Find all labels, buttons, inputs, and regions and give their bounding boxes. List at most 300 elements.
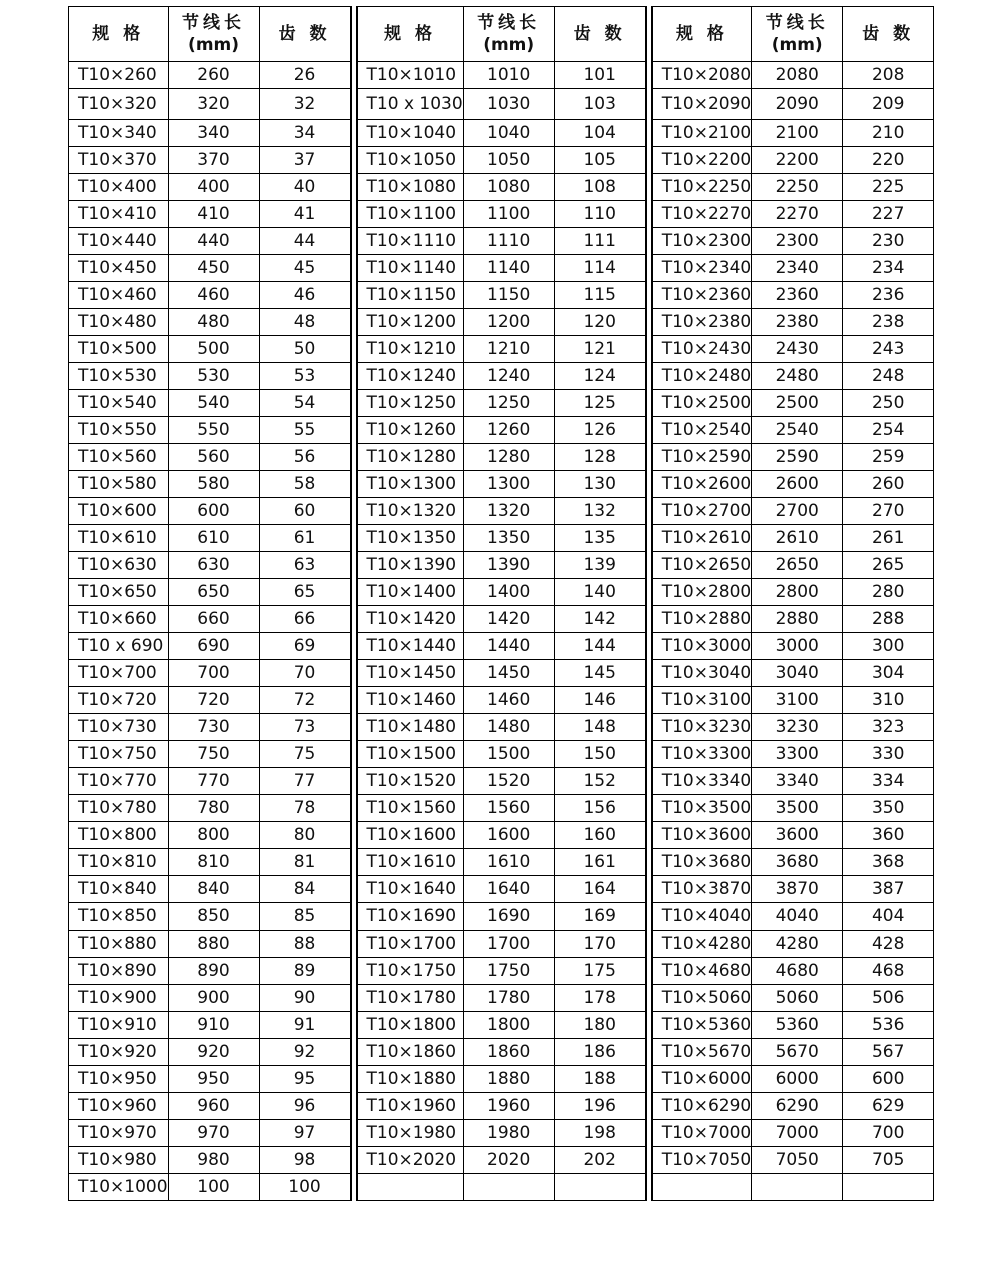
spec-cell: T10×1260 bbox=[357, 417, 463, 444]
spec-cell: T10×950 bbox=[69, 1065, 169, 1092]
teeth-count-cell: 121 bbox=[554, 336, 645, 363]
spec-cell: T10×1960 bbox=[357, 1092, 463, 1119]
table-row bbox=[652, 957, 934, 984]
spec-cell: T10×2270 bbox=[652, 201, 752, 228]
pitch-length-cell: 2080 bbox=[752, 62, 843, 89]
table-row bbox=[357, 1173, 645, 1200]
teeth-count-cell: 91 bbox=[259, 1011, 350, 1038]
teeth-count-cell: 506 bbox=[843, 984, 934, 1011]
table-row bbox=[69, 390, 351, 417]
table-row bbox=[652, 930, 934, 957]
table-row bbox=[69, 822, 351, 849]
pitch-length-cell: 540 bbox=[168, 390, 259, 417]
table-row bbox=[357, 1119, 645, 1146]
table-row bbox=[69, 1173, 351, 1200]
spec-cell: T10×370 bbox=[69, 147, 169, 174]
teeth-count-cell: 209 bbox=[843, 89, 934, 120]
pitch-length-cell: 1030 bbox=[463, 89, 554, 120]
teeth-count-cell: 261 bbox=[843, 525, 934, 552]
spec-cell: T10×1200 bbox=[357, 309, 463, 336]
teeth-count-cell: 73 bbox=[259, 714, 350, 741]
teeth-count-cell: 259 bbox=[843, 444, 934, 471]
spec-cell: T10×2590 bbox=[652, 444, 752, 471]
teeth-count-cell: 135 bbox=[554, 525, 645, 552]
pitch-length-cell: 2360 bbox=[752, 282, 843, 309]
table-row bbox=[357, 660, 645, 687]
pitch-length-cell: 3000 bbox=[752, 633, 843, 660]
teeth-count-cell: 92 bbox=[259, 1038, 350, 1065]
pitch-length-cell: 660 bbox=[168, 606, 259, 633]
teeth-count-cell: 66 bbox=[259, 606, 350, 633]
pitch-length-cell: 910 bbox=[168, 1011, 259, 1038]
header-row bbox=[69, 7, 351, 62]
table-row bbox=[357, 471, 645, 498]
spec-cell: T10×340 bbox=[69, 120, 169, 147]
teeth-count-cell: 126 bbox=[554, 417, 645, 444]
teeth-count-cell: 254 bbox=[843, 417, 934, 444]
pitch-length-cell: 500 bbox=[168, 336, 259, 363]
spec-cell: T10×850 bbox=[69, 903, 169, 930]
spec-cell: T10×2650 bbox=[652, 552, 752, 579]
spec-cell: T10×3340 bbox=[652, 768, 752, 795]
pitch-length-cell: 440 bbox=[168, 228, 259, 255]
table-row bbox=[652, 687, 934, 714]
teeth-count-cell: 198 bbox=[554, 1119, 645, 1146]
teeth-count-cell: 100 bbox=[259, 1173, 350, 1200]
pitch-length-cell: 1040 bbox=[463, 120, 554, 147]
spec-cell: T10×2800 bbox=[652, 579, 752, 606]
teeth-count-cell: 84 bbox=[259, 876, 350, 903]
pitch-length-cell: 4680 bbox=[752, 957, 843, 984]
table-row bbox=[652, 1038, 934, 1065]
table-row bbox=[69, 768, 351, 795]
teeth-count-cell: 44 bbox=[259, 228, 350, 255]
teeth-count-cell: 78 bbox=[259, 795, 350, 822]
spec-cell: T10×3680 bbox=[652, 849, 752, 876]
table-row bbox=[652, 795, 934, 822]
teeth-count-cell: 161 bbox=[554, 849, 645, 876]
spec-cell: T10×910 bbox=[69, 1011, 169, 1038]
pitch-length-cell: 1780 bbox=[463, 984, 554, 1011]
header-teeth: 齿 数 bbox=[554, 7, 645, 62]
spec-cell: T10×2200 bbox=[652, 147, 752, 174]
pitch-length-cell: 100 bbox=[168, 1173, 259, 1200]
teeth-count-cell: 248 bbox=[843, 363, 934, 390]
table-row bbox=[357, 687, 645, 714]
spec-cell: T10×7000 bbox=[652, 1119, 752, 1146]
table-row bbox=[652, 849, 934, 876]
spec-cell: T10×780 bbox=[69, 795, 169, 822]
spec-cell: T10×1980 bbox=[357, 1119, 463, 1146]
table-row bbox=[357, 62, 645, 89]
teeth-count-cell: 288 bbox=[843, 606, 934, 633]
table-row bbox=[357, 633, 645, 660]
spec-cell: T10×5360 bbox=[652, 1011, 752, 1038]
table-row bbox=[652, 1092, 934, 1119]
spec-cell: T10×2880 bbox=[652, 606, 752, 633]
spec-cell: T10×1320 bbox=[357, 498, 463, 525]
pitch-length-cell: 2540 bbox=[752, 417, 843, 444]
teeth-count-cell: 89 bbox=[259, 957, 350, 984]
pitch-length-cell: 2610 bbox=[752, 525, 843, 552]
pitch-length-cell: 1010 bbox=[463, 62, 554, 89]
teeth-count-cell: 629 bbox=[843, 1092, 934, 1119]
spec-cell: T10×2250 bbox=[652, 174, 752, 201]
pitch-length-cell: 4280 bbox=[752, 930, 843, 957]
table-row bbox=[69, 282, 351, 309]
spec-cell: T10×3300 bbox=[652, 741, 752, 768]
spec-cell: T10×3870 bbox=[652, 876, 752, 903]
header-spec: 规 格 bbox=[357, 7, 463, 62]
teeth-count-cell: 128 bbox=[554, 444, 645, 471]
spec-cell: T10×1520 bbox=[357, 768, 463, 795]
teeth-count-cell: 56 bbox=[259, 444, 350, 471]
table-row bbox=[357, 930, 645, 957]
teeth-count-cell: 428 bbox=[843, 930, 934, 957]
table-row bbox=[652, 417, 934, 444]
table-row bbox=[357, 89, 645, 120]
table-row bbox=[357, 282, 645, 309]
pitch-length-cell: 1600 bbox=[463, 822, 554, 849]
pitch-length-cell: 840 bbox=[168, 876, 259, 903]
spec-cell: T10×2020 bbox=[357, 1146, 463, 1173]
pitch-length-cell: 1210 bbox=[463, 336, 554, 363]
pitch-length-cell: 7000 bbox=[752, 1119, 843, 1146]
teeth-count-cell: 567 bbox=[843, 1038, 934, 1065]
table-row bbox=[69, 795, 351, 822]
spec-cell: T10×500 bbox=[69, 336, 169, 363]
header-row bbox=[652, 7, 934, 62]
pitch-length-cell: 5060 bbox=[752, 984, 843, 1011]
spec-cell: T10×1880 bbox=[357, 1065, 463, 1092]
pitch-length-cell: 1800 bbox=[463, 1011, 554, 1038]
spec-cell: T10×2600 bbox=[652, 471, 752, 498]
pitch-length-cell: 960 bbox=[168, 1092, 259, 1119]
table-row bbox=[357, 714, 645, 741]
spec-cell: T10×3040 bbox=[652, 660, 752, 687]
pitch-length-cell: 1980 bbox=[463, 1119, 554, 1146]
teeth-count-cell: 304 bbox=[843, 660, 934, 687]
teeth-count-cell: 230 bbox=[843, 228, 934, 255]
spec-cell: T10×1210 bbox=[357, 336, 463, 363]
pitch-length-cell: 800 bbox=[168, 822, 259, 849]
spec-cell: T10×2500 bbox=[652, 390, 752, 417]
table-row bbox=[69, 876, 351, 903]
pitch-length-cell: 2800 bbox=[752, 579, 843, 606]
pitch-length-cell: 650 bbox=[168, 579, 259, 606]
pitch-length-cell: 400 bbox=[168, 174, 259, 201]
pitch-length-cell: 2270 bbox=[752, 201, 843, 228]
table-row bbox=[357, 417, 645, 444]
pitch-length-cell: 2650 bbox=[752, 552, 843, 579]
pitch-length-cell: 890 bbox=[168, 957, 259, 984]
spec-cell: T10×4280 bbox=[652, 930, 752, 957]
spec-cell: T10×1400 bbox=[357, 579, 463, 606]
table-row bbox=[357, 309, 645, 336]
table-row bbox=[652, 201, 934, 228]
spec-cell: T10×550 bbox=[69, 417, 169, 444]
teeth-count-cell: 600 bbox=[843, 1065, 934, 1092]
table-row bbox=[69, 120, 351, 147]
table-row bbox=[652, 1011, 934, 1038]
teeth-count-cell: 188 bbox=[554, 1065, 645, 1092]
teeth-count-cell: 250 bbox=[843, 390, 934, 417]
spec-cell: T10×480 bbox=[69, 309, 169, 336]
pitch-length-cell: 1960 bbox=[463, 1092, 554, 1119]
teeth-count-cell: 208 bbox=[843, 62, 934, 89]
teeth-count-cell: 88 bbox=[259, 930, 350, 957]
spec-cell: T10×1750 bbox=[357, 957, 463, 984]
header-teeth: 齿 数 bbox=[259, 7, 350, 62]
pitch-length-cell: 1690 bbox=[463, 903, 554, 930]
header-pitch-length-unit: (mm) bbox=[188, 35, 240, 55]
spec-cell: T10×2090 bbox=[652, 89, 752, 120]
pitch-length-cell: 850 bbox=[168, 903, 259, 930]
teeth-count-cell: 236 bbox=[843, 282, 934, 309]
pitch-length-cell: 2340 bbox=[752, 255, 843, 282]
pitch-length-cell: 1520 bbox=[463, 768, 554, 795]
teeth-count-cell: 81 bbox=[259, 849, 350, 876]
table-row bbox=[69, 903, 351, 930]
spec-cell: T10×1420 bbox=[357, 606, 463, 633]
table-row bbox=[69, 1065, 351, 1092]
pitch-length-cell: 1750 bbox=[463, 957, 554, 984]
header-spec: 规 格 bbox=[69, 7, 169, 62]
table-row bbox=[69, 417, 351, 444]
spec-cell: T10×1690 bbox=[357, 903, 463, 930]
spec-cell: T10×7050 bbox=[652, 1146, 752, 1173]
teeth-count-cell: 387 bbox=[843, 876, 934, 903]
pitch-length-cell: 2100 bbox=[752, 120, 843, 147]
pitch-length-cell: 2700 bbox=[752, 498, 843, 525]
table-row bbox=[652, 579, 934, 606]
teeth-count-cell: 101 bbox=[554, 62, 645, 89]
spec-cell: T10×630 bbox=[69, 552, 169, 579]
spec-cell: T10×260 bbox=[69, 62, 169, 89]
header-spec: 规 格 bbox=[652, 7, 752, 62]
spec-cell: T10×1600 bbox=[357, 822, 463, 849]
teeth-count-cell: 132 bbox=[554, 498, 645, 525]
table-row bbox=[357, 579, 645, 606]
spec-cell: T10×840 bbox=[69, 876, 169, 903]
table-row bbox=[69, 741, 351, 768]
teeth-count-cell: 220 bbox=[843, 147, 934, 174]
spec-cell: T10×1610 bbox=[357, 849, 463, 876]
teeth-count-cell: 32 bbox=[259, 89, 350, 120]
spec-cell: T10×5060 bbox=[652, 984, 752, 1011]
pitch-length-cell: 630 bbox=[168, 552, 259, 579]
teeth-count-cell: 300 bbox=[843, 633, 934, 660]
spec-cell: T10×920 bbox=[69, 1038, 169, 1065]
teeth-count-cell: 140 bbox=[554, 579, 645, 606]
table-row bbox=[652, 768, 934, 795]
spec-cell: T10×1050 bbox=[357, 147, 463, 174]
spec-cell: T10×540 bbox=[69, 390, 169, 417]
teeth-count-cell: 53 bbox=[259, 363, 350, 390]
spec-cell: T10×900 bbox=[69, 984, 169, 1011]
teeth-count-cell: 104 bbox=[554, 120, 645, 147]
teeth-count-cell: 85 bbox=[259, 903, 350, 930]
header-teeth: 齿 数 bbox=[843, 7, 934, 62]
spec-cell: T10×1100 bbox=[357, 201, 463, 228]
teeth-count-cell: 178 bbox=[554, 984, 645, 1011]
table-row bbox=[357, 174, 645, 201]
teeth-count-cell: 105 bbox=[554, 147, 645, 174]
table-row bbox=[652, 336, 934, 363]
teeth-count-cell: 80 bbox=[259, 822, 350, 849]
teeth-count-cell: 270 bbox=[843, 498, 934, 525]
pitch-length-cell: 1560 bbox=[463, 795, 554, 822]
spec-cell: T10×3000 bbox=[652, 633, 752, 660]
table-row bbox=[652, 62, 934, 89]
pitch-length-cell: 340 bbox=[168, 120, 259, 147]
teeth-count-cell: 55 bbox=[259, 417, 350, 444]
table-row bbox=[357, 1065, 645, 1092]
pitch-length-cell: 3340 bbox=[752, 768, 843, 795]
teeth-count-cell: 96 bbox=[259, 1092, 350, 1119]
header-pitch-length-unit: (mm) bbox=[483, 35, 535, 55]
pitch-length-cell: 1320 bbox=[463, 498, 554, 525]
spec-cell: T10×3600 bbox=[652, 822, 752, 849]
teeth-count-cell: 125 bbox=[554, 390, 645, 417]
table-row bbox=[69, 1146, 351, 1173]
teeth-count-cell: 144 bbox=[554, 633, 645, 660]
spec-cell: T10×700 bbox=[69, 660, 169, 687]
pitch-length-cell: 1860 bbox=[463, 1038, 554, 1065]
pitch-length-cell: 2600 bbox=[752, 471, 843, 498]
table-row bbox=[69, 309, 351, 336]
pitch-length-cell: 4040 bbox=[752, 903, 843, 930]
pitch-length-cell: 2020 bbox=[463, 1146, 554, 1173]
teeth-count-cell: 196 bbox=[554, 1092, 645, 1119]
teeth-count-cell: 368 bbox=[843, 849, 934, 876]
teeth-count-cell: 75 bbox=[259, 741, 350, 768]
teeth-count-cell: 210 bbox=[843, 120, 934, 147]
spec-table-block-1 bbox=[68, 6, 351, 1201]
pitch-length-cell: 1440 bbox=[463, 633, 554, 660]
pitch-length-cell: 750 bbox=[168, 741, 259, 768]
teeth-count-cell: 170 bbox=[554, 930, 645, 957]
teeth-count-cell: 404 bbox=[843, 903, 934, 930]
spec-cell: T10×1860 bbox=[357, 1038, 463, 1065]
pitch-length-cell: 1260 bbox=[463, 417, 554, 444]
teeth-count-cell: 54 bbox=[259, 390, 350, 417]
teeth-count-cell: 60 bbox=[259, 498, 350, 525]
spec-table-block-2 bbox=[357, 6, 646, 1201]
spec-cell: T10×1480 bbox=[357, 714, 463, 741]
table-row bbox=[69, 228, 351, 255]
teeth-count-cell: 90 bbox=[259, 984, 350, 1011]
table-row bbox=[652, 660, 934, 687]
pitch-length-cell: 970 bbox=[168, 1119, 259, 1146]
table-row bbox=[652, 255, 934, 282]
spec-cell: T10×6290 bbox=[652, 1092, 752, 1119]
teeth-count-cell bbox=[843, 1173, 934, 1200]
table-row bbox=[357, 390, 645, 417]
table-row bbox=[357, 822, 645, 849]
table-row bbox=[652, 390, 934, 417]
teeth-count-cell: 150 bbox=[554, 741, 645, 768]
teeth-count-cell: 705 bbox=[843, 1146, 934, 1173]
table-row bbox=[652, 1146, 934, 1173]
spec-cell: T10×530 bbox=[69, 363, 169, 390]
table-row bbox=[69, 552, 351, 579]
teeth-count-cell: 69 bbox=[259, 633, 350, 660]
table-row bbox=[652, 282, 934, 309]
teeth-count-cell: 120 bbox=[554, 309, 645, 336]
pitch-length-cell: 1240 bbox=[463, 363, 554, 390]
header-pitch-length bbox=[752, 7, 843, 62]
pitch-length-cell: 2590 bbox=[752, 444, 843, 471]
pitch-length-cell: 1480 bbox=[463, 714, 554, 741]
spec-cell: T10×750 bbox=[69, 741, 169, 768]
spec-cell: T10×2430 bbox=[652, 336, 752, 363]
spec-cell: T10×880 bbox=[69, 930, 169, 957]
spec-cell: T10×2100 bbox=[652, 120, 752, 147]
table-row bbox=[652, 741, 934, 768]
spec-cell: T10×1110 bbox=[357, 228, 463, 255]
table-row bbox=[69, 336, 351, 363]
pitch-length-cell: 1300 bbox=[463, 471, 554, 498]
teeth-count-cell: 95 bbox=[259, 1065, 350, 1092]
table-row bbox=[357, 336, 645, 363]
pitch-length-cell: 550 bbox=[168, 417, 259, 444]
header-pitch-length-unit: (mm) bbox=[771, 35, 823, 55]
pitch-length-cell: 1350 bbox=[463, 525, 554, 552]
spec-cell: T10×460 bbox=[69, 282, 169, 309]
spec-cell: T10×800 bbox=[69, 822, 169, 849]
teeth-count-cell: 48 bbox=[259, 309, 350, 336]
spec-cell: T10×1240 bbox=[357, 363, 463, 390]
pitch-length-cell: 780 bbox=[168, 795, 259, 822]
table-row bbox=[69, 89, 351, 120]
pitch-length-cell: 1450 bbox=[463, 660, 554, 687]
spec-cell: T10 x 1030 bbox=[357, 89, 463, 120]
pitch-length-cell: 580 bbox=[168, 471, 259, 498]
pitch-length-cell: 600 bbox=[168, 498, 259, 525]
table-row bbox=[652, 1173, 934, 1200]
pitch-length-cell: 320 bbox=[168, 89, 259, 120]
teeth-count-cell: 46 bbox=[259, 282, 350, 309]
table-row bbox=[69, 579, 351, 606]
table-row bbox=[652, 444, 934, 471]
pitch-length-cell: 1280 bbox=[463, 444, 554, 471]
table-row bbox=[652, 363, 934, 390]
table-row bbox=[69, 660, 351, 687]
teeth-count-cell: 45 bbox=[259, 255, 350, 282]
table-row bbox=[652, 552, 934, 579]
spec-cell: T10×2080 bbox=[652, 62, 752, 89]
teeth-count-cell: 280 bbox=[843, 579, 934, 606]
teeth-count-cell: 103 bbox=[554, 89, 645, 120]
pitch-length-cell: 880 bbox=[168, 930, 259, 957]
pitch-length-cell: 3300 bbox=[752, 741, 843, 768]
table-row bbox=[652, 498, 934, 525]
teeth-count-cell: 225 bbox=[843, 174, 934, 201]
pitch-length-cell: 3500 bbox=[752, 795, 843, 822]
pitch-length-cell: 460 bbox=[168, 282, 259, 309]
pitch-length-cell: 900 bbox=[168, 984, 259, 1011]
spec-cell: T10×580 bbox=[69, 471, 169, 498]
spec-cell: T10×720 bbox=[69, 687, 169, 714]
spec-cell: T10×2380 bbox=[652, 309, 752, 336]
teeth-count-cell: 110 bbox=[554, 201, 645, 228]
pitch-length-cell: 1400 bbox=[463, 579, 554, 606]
table-row bbox=[357, 768, 645, 795]
spec-cell: T10×400 bbox=[69, 174, 169, 201]
pitch-length-cell bbox=[752, 1173, 843, 1200]
teeth-count-cell: 34 bbox=[259, 120, 350, 147]
